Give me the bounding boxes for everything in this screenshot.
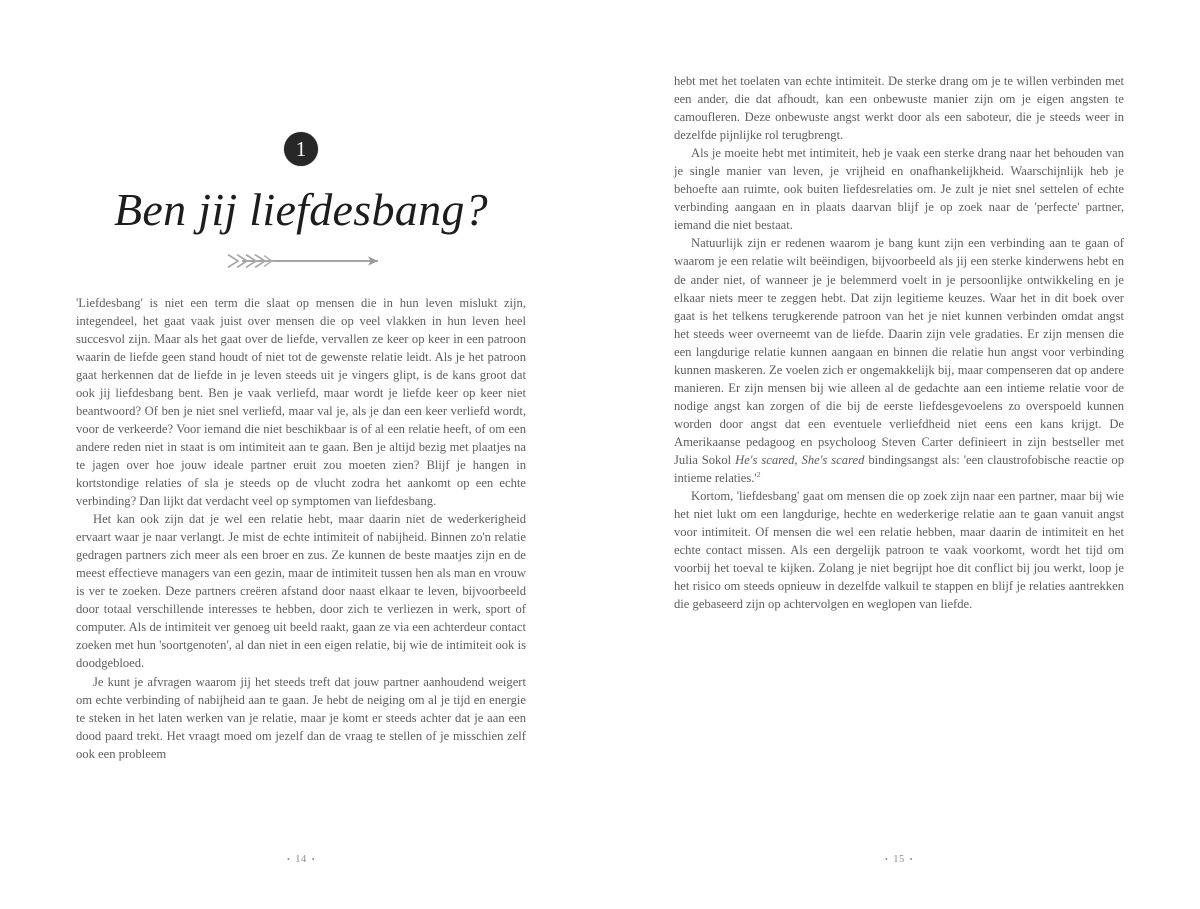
paragraph: hebt met het toelaten van echte intimiteit. De sterke drang om je te willen verbinden met een ander, die dat afhoudt, kan een onbewuste manier zijn om je eigen angsten te camoufleren. Deze onbewuste angst werkt door als een saboteur, die je steeds weer in dezelfde pijnlijke rol terugbrengt. (674, 74, 1124, 143)
paragraph: Als je moeite hebt met intimiteit, heb je vaak een sterke drang naar het behouden van je single manier van leven, je vrijheid en onafhankelijkheid. Waarschijnlijk heb je behoefte aan ruimte, ook buiten liefdesrelaties om. Je zult je niet snel settelen of echte verbinding aangaan en in plaats daarvan blijf je op zoek naar de 'perfecte' partner, iemand die niet bestaat. (674, 146, 1124, 233)
folio-dot-left: • (286, 855, 291, 865)
paragraph: 'Liefdesbang' is niet een term die slaat op mensen die in hun leven mislukt zijn, integendeel, het gaat vaak juist over mensen die op veel vlakken in hun leven heel succesvol zijn. Maar als het gaat over de liefde, vervallen ze keer op keer in een patroon waarin de liefde geen stand houdt of niet tot de gewenste relatie leidt. Als je het patroon gaat herkennen dat de liefde in je leven steeds uit je vingers glipt, is de kans groot dat ook jij liefdesbang bent. Ben je vaak verliefd, maar wordt je liefde keer op keer niet beantwoord? Of ben je niet snel verliefd, maar val je, als je dan een keer verliefd wordt, voor de verkeerde? Voor iemand die niet beschikbaar is of al een relatie heeft, of om een andere reden niet in staat is om intimiteit aan te gaan. Ben je altijd bezig met plaatjes na te jagen over hoe jouw ideale partner eruit zou moeten zien? Blijf je hangen in kortstondige relaties of sla je steeds op de vlucht zodra het aankomt op een echte verbinding? Dan lijkt dat verdacht veel op symptomen van liefdesbang. (76, 295, 526, 509)
folio-number: 15 (893, 854, 905, 865)
cited-book-title: He's scared, She's scared (735, 452, 865, 467)
chapter-opener (76, 0, 526, 272)
chapter-divider (76, 250, 526, 272)
left-page-body (76, 294, 526, 763)
folio-dot-right: • (909, 855, 914, 865)
paragraph: Het kan ook zijn dat je wel een relatie hebt, maar daarin niet de wederkerigheid ervaart waar je naar verlangt. Je mist de echte intimiteit of nabijheid. Binnen zo'n relatie gedragen partners zich meer als een broer en zus. Ze kunnen de beste maatjes zijn en de meest effectieve managers van een gezin, maar de intimiteit tussen hen als man en vrouw is ver te zoeken. Deze partners creëren afstand door naast elkaar te leven, bijvoorbeeld door totaal verschillende interesses te hebben, door zich te verliezen in werk, sport of computer. Als de intimiteit ver genoeg uit beeld raakt, gaan ze via een achterdeur contact zoeken met hun 'soortgenoten', al dan niet in een eigen relatie, bij wie de intimiteit ook is doodgebloed. (76, 512, 526, 671)
citation-lead-in: bindingsangst als: (864, 452, 964, 467)
right-page (600, 0, 1200, 909)
chapter-number-badge: 1 (284, 132, 318, 166)
paragraph-with-citation (674, 234, 1124, 487)
paragraph: Kortom, 'liefdesbang' gaat om mensen die op zoek zijn naar een partner, maar bij wie het niet lukt om een langdurige, hechte en wederkerige relatie aan te gaan vanuit angst voor intimiteit. Of mensen die wel een relatie hebben, maar daarin de intimiteit en het echte contact missen. Als een dergelijk patroon te vaak voorkomt, wordt het tijd om voorbij het toeval te kijken. Zolang je niet begrijpt hoe dit conflict bij jou werkt, loop je het risico om steeds opnieuw in dezelfde valkuil te stappen en blijf je relaties aantrekken die gebaseerd zijn op achtervolgen en weglopen van liefde. (674, 489, 1124, 612)
chapter-title: Ben jij liefdesbang? (114, 184, 488, 235)
folio-dot-right: • (311, 855, 316, 865)
left-page-text-column (76, 0, 526, 763)
arrow-right-fletched-icon (216, 251, 386, 271)
left-page-folio (76, 854, 526, 865)
right-page-text-column (674, 0, 1124, 613)
paragraph: Je kunt je afvragen waarom jij het steeds treft dat jouw partner aanhoudend weigert om echte verbinding of nabijheid aan te gaan. Je hebt de neiging om al je tijd en energie te steken in het laten werken van je relatie, maar je komt er steeds achter dat je aan een dood paard trekt. Het vraagt moed om jezelf dan de vraag te stellen of je misschien zelf ook een probleem (76, 674, 526, 761)
paragraph-text: Natuurlijk zijn er redenen waarom je bang kunt zijn een verbinding aan te gaan of waarom je een relatie wilt beëindigen, bijvoorbeeld als jij een sterke kinderwens hebt en de ander niet, of wanneer je je belemmerd voelt in je persoonlijke ontwikkeling en je elkaar niets meer te zeggen hebt. Dat zijn legitieme keuzes. Waar het in dit boek over gaat is het telkens terugkerende patroon van het je niet kunnen verbinden omdat angst het steeds weer overneemt van de liefde. Daarin zijn vele gradaties. Er zijn mensen die een langdurige relatie kunnen aangaan en binnen die relatie hun angst voor verbinding kunnen maskeren. Ze voelen zich er ongemakkelijk bij, maar compenseren dat op andere manieren. Er zijn mensen bij wie alleen al de gedachte aan een intieme relatie voor de nodige angst kan zorgen of die bij de eerste liefdesgevoelens zo overspoeld kunnen worden door angst dat een eventuele verliefdheid niet eens een kans krijgt. De Amerikaanse pedagoog en psycholoog Steven Carter definieert in zijn bestseller met Julia Sokol (674, 236, 1124, 467)
footnote-marker: 2 (756, 469, 761, 479)
citation-quote: 'een claustrofobische reactie op intieme relaties.' (674, 452, 1124, 486)
right-page-folio (674, 854, 1124, 865)
folio-number: 14 (295, 854, 307, 865)
right-page-body (674, 0, 1124, 613)
folio-dot-left: • (884, 855, 889, 865)
